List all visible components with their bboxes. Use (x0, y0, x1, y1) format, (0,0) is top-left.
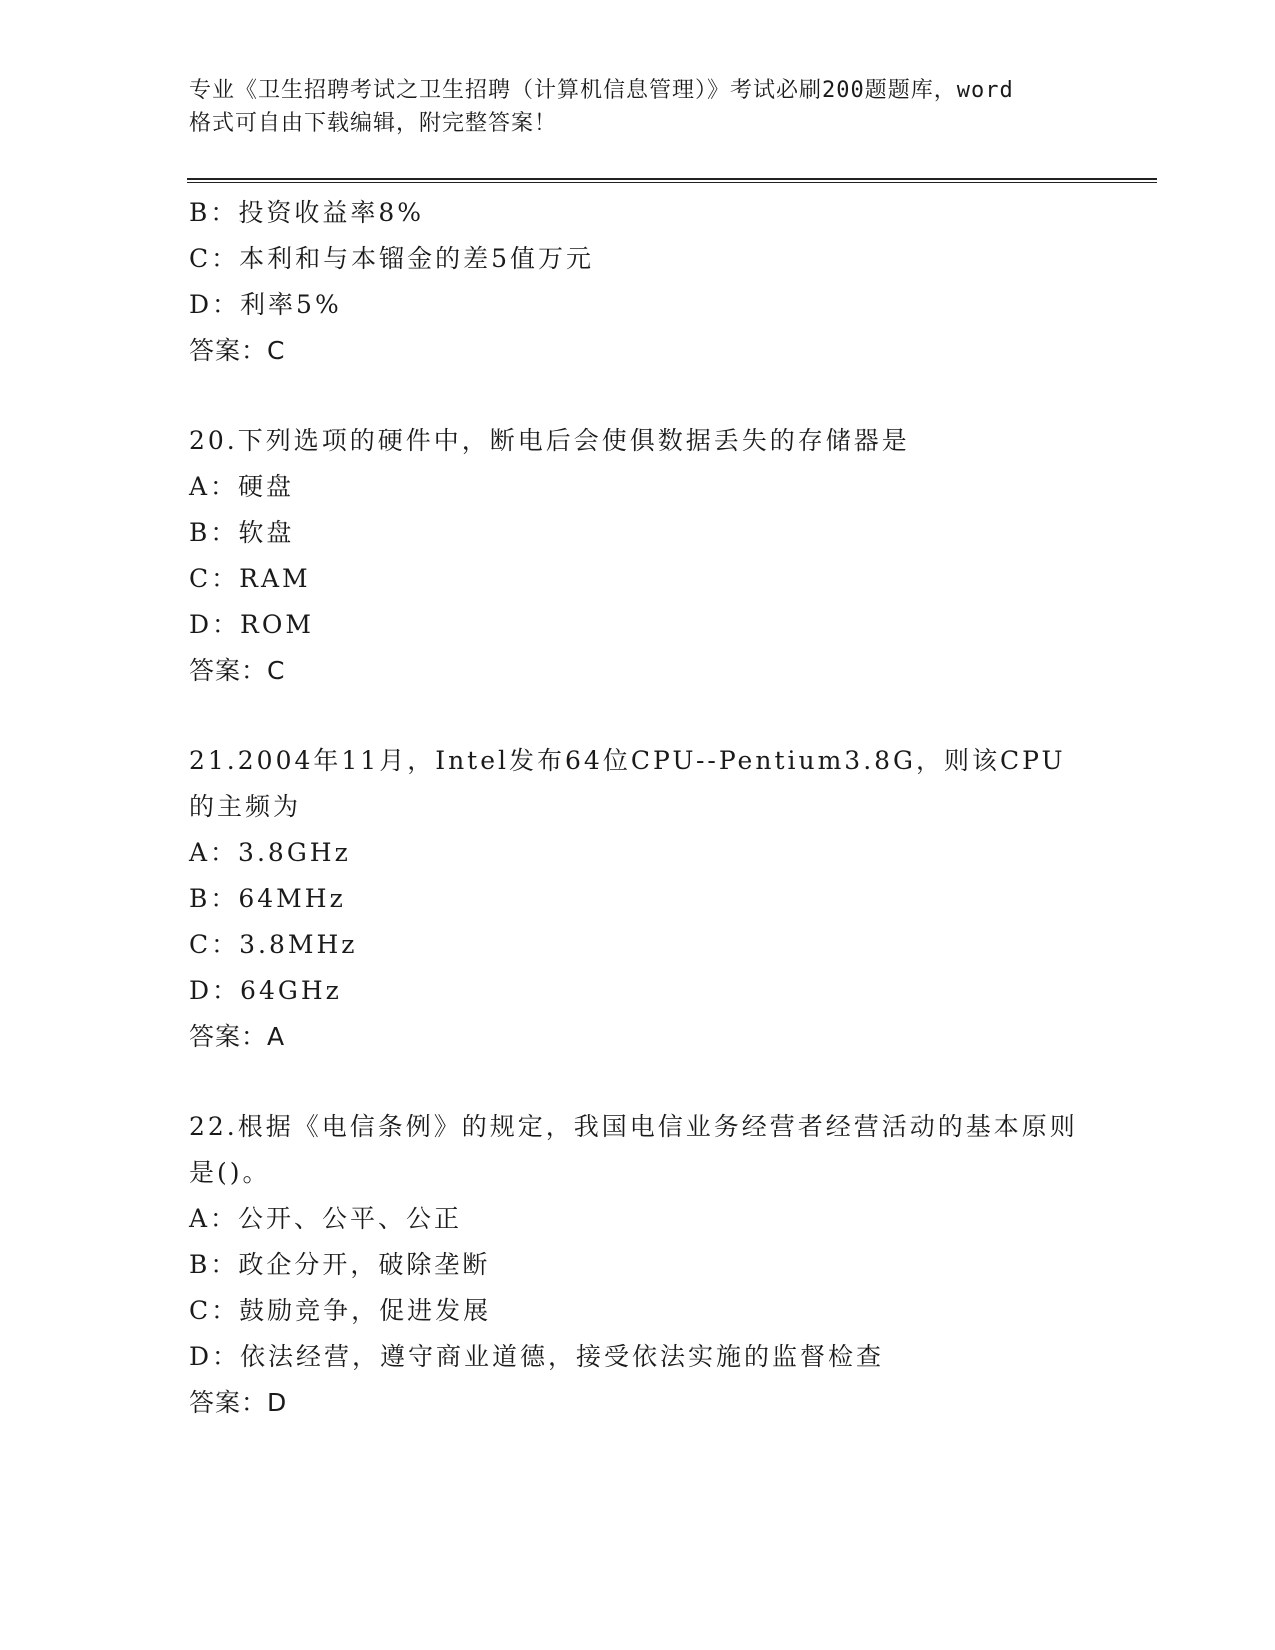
carryover-question (189, 190, 1089, 374)
option-b: B：64MHz (189, 884, 346, 913)
option-a: A：公开、公平、公正 (189, 1204, 463, 1233)
header-line-1: 专业《卫生招聘考试之卫生招聘（计算机信息管理）》考试必刷200题题库，word (189, 78, 1014, 103)
option-b: B：投资收益率8% (189, 198, 425, 227)
option-a: A：3.8GHz (189, 838, 351, 867)
option-d: D：利率5% (189, 290, 342, 319)
question-20 (189, 418, 1089, 694)
option-b: B：政企分开，破除垄断 (189, 1250, 491, 1279)
answer-line: 答案：D (189, 1388, 288, 1417)
answer-line: 答案：C (189, 656, 286, 685)
answer-line: 答案：A (189, 1022, 286, 1051)
question-text: 22.根据《电信条例》的规定，我国电信业务经营者经营活动的基本原则是()。 (189, 1112, 1078, 1187)
answer-line: 答案：C (189, 336, 286, 365)
header-divider (187, 178, 1157, 183)
option-c: C：本利和与本镏金的差5值万元 (189, 244, 595, 273)
option-d: D：ROM (189, 610, 314, 639)
option-c: C：3.8MHz (189, 930, 358, 959)
option-a: A：硬盘 (189, 472, 295, 501)
question-text: 21.2004年11月，Intel发布64位CPU--Pentium3.8G，则该CPU的主频为 (189, 746, 1066, 821)
question-21 (189, 738, 1089, 1060)
option-d: D：依法经营，遵守商业道德，接受依法实施的监督检查 (189, 1342, 885, 1371)
spacer (189, 694, 1089, 738)
option-c: C：鼓励竞争，促进发展 (189, 1296, 492, 1325)
question-22 (189, 1104, 1089, 1426)
spacer (189, 374, 1089, 418)
header-line-2: 格式可自由下载编辑，附完整答案！ (189, 111, 558, 136)
option-c: C：RAM (189, 564, 311, 593)
option-d: D：64GHz (189, 976, 342, 1005)
option-b: B：软盘 (189, 518, 295, 547)
question-list (189, 190, 1089, 1426)
spacer (189, 1060, 1089, 1104)
question-text: 20.下列选项的硬件中，断电后会使俱数据丢失的存储器是 (189, 426, 910, 455)
page-header (189, 74, 1089, 140)
